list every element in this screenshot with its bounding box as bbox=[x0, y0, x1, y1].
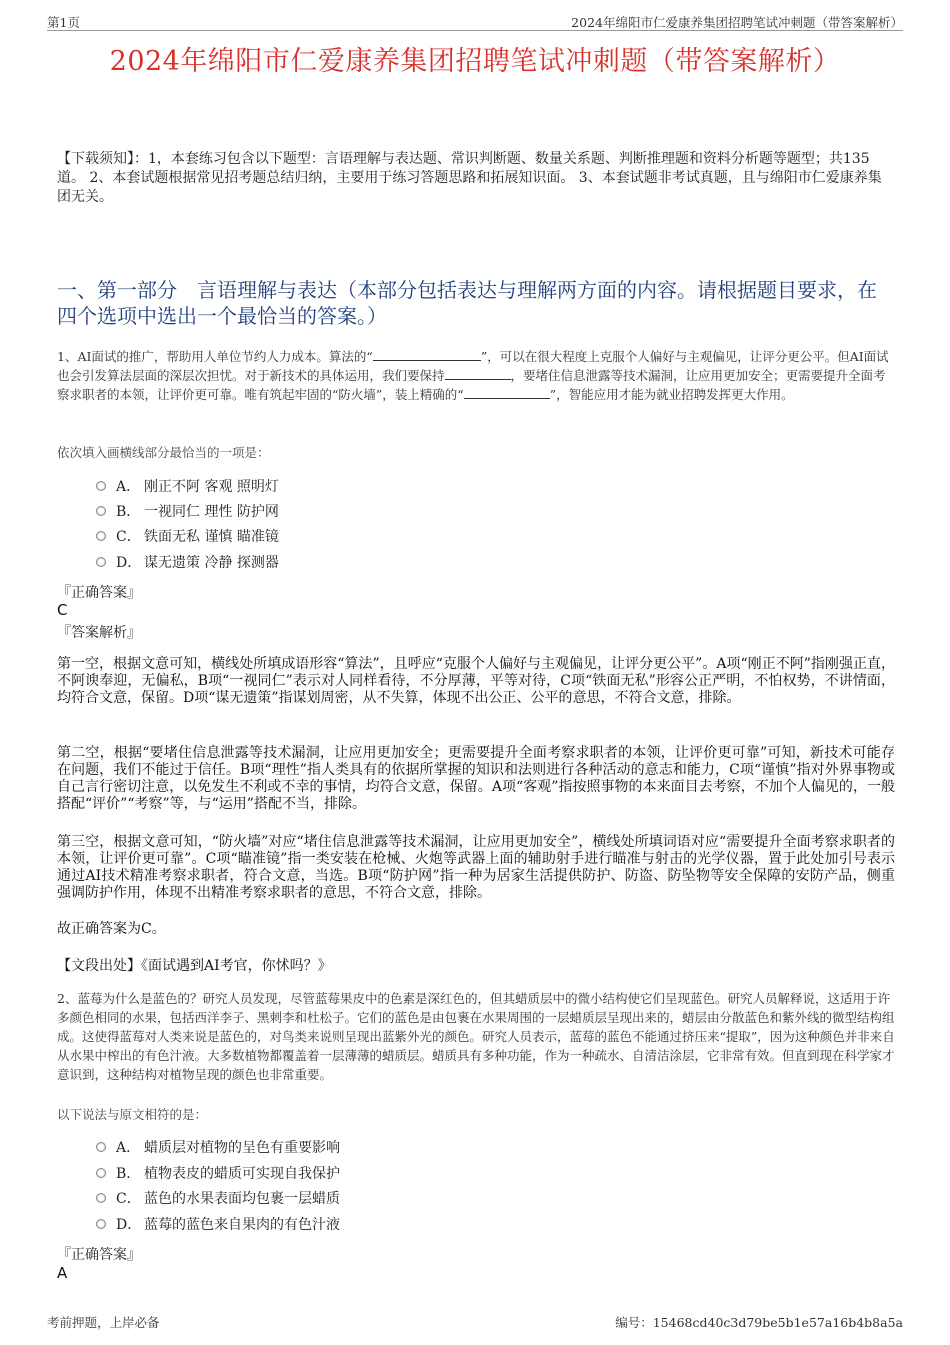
footer-slogan: 考前押题，上岸必备 bbox=[47, 1315, 160, 1330]
analysis-paragraph-3: 第三空，根据文意可知，“防火墙”对应“堵住信息泄露等技术漏洞，让应用更加安全”，横线处所填词语对应“需要提升全面考察求职者的本领，让评价更可靠”。C项“瞄准镜”指一类安装在枪械、火炮等武器上面的辅助射手进行瞄准与射击的光学仪器，置于此处加引号表示通过AI技术精准考察求职者，符合文意，当选。B项“防护网”指一种为居家生活提供防护、防盗、防坠物等安全保障的安防产品，侧重强调防护作用，体现不出精准考察求职者的意思，不符合文意，排除。 bbox=[57, 834, 895, 901]
footer-doc-id: 编号：15468cd40c3d79be5b1e57a16b4b8a5a bbox=[615, 1315, 903, 1330]
question-1-option-d[interactable]: D． 谋无遗策 冷静 探测器 bbox=[96, 553, 279, 573]
fill-blank-2 bbox=[445, 367, 511, 380]
question-2-answer-label: 『正确答案』 bbox=[57, 1247, 141, 1263]
question-2-option-c[interactable]: C． 蓝色的水果表面均包裹一层蜡质 bbox=[96, 1189, 340, 1209]
analysis-conclusion: 故正确答案为C。 bbox=[57, 921, 166, 937]
question-2-answer: A bbox=[57, 1264, 68, 1282]
question-1-answer-label: 『正确答案』 bbox=[57, 585, 141, 601]
question-1-source: 【文段出处】《面试遇到AI考官，你怵吗？》 bbox=[57, 958, 332, 974]
question-2-option-b[interactable]: B． 植物表皮的蜡质可实现自我保护 bbox=[96, 1164, 340, 1184]
radio-icon[interactable] bbox=[96, 481, 106, 491]
radio-icon[interactable] bbox=[96, 1219, 106, 1229]
radio-icon[interactable] bbox=[96, 1193, 106, 1203]
question-1-answer: C bbox=[57, 601, 68, 619]
fill-blank-3 bbox=[464, 386, 550, 399]
question-2-option-d[interactable]: D． 蓝莓的蓝色来自果肉的有色汁液 bbox=[96, 1215, 340, 1235]
question-1-option-b[interactable]: B． 一视同仁 理性 防护网 bbox=[96, 502, 279, 522]
question-2-text: 2、蓝莓为什么是蓝色的？研究人员发现，尽管蓝莓果皮中的色素是深红色的，但其蜡质层中的微小结构使它们呈现蓝色。研究人员解释说，这适用于许多颜色相同的水果，包括西洋李子、黑刺李和杜松子。它们的蓝色是由包裹在水果周围的一层蜡质层呈现出来的，蜡层由分散蓝色和紫外线的微型结构组成。这使得蓝莓对人类来说是蓝色的，对鸟类来说则呈现出蓝紫外光的颜色。研究人员表示，蓝莓的蓝色不能通过挤压来“提取”，因为这种颜色并非来自从水果中榨出的有色汁液。大多数植物都覆盖着一层薄薄的蜡质层。蜡质具有多种功能，作为一种疏水、自清洁涂层，它非常有效。但直到现在科学家才意识到，这种结构对植物呈现的颜色也非常重要。 bbox=[57, 991, 895, 1082]
section-heading: 一、第一部分 言语理解与表达（本部分包括表达与理解两方面的内容。请根据题目要求，在四个选项中选出一个最恰当的答案。） bbox=[57, 278, 877, 328]
fill-blank-1 bbox=[373, 348, 481, 361]
question-1-option-c[interactable]: C． 铁面无私 谨慎 瞄准镜 bbox=[96, 527, 279, 547]
question-2-option-a[interactable]: A． 蜡质层对植物的呈色有重要影响 bbox=[96, 1138, 340, 1158]
question-1-prompt: 依次填入画横线部分最恰当的一项是： bbox=[57, 445, 270, 460]
header-doc-title: 2024年绵阳市仁爱康养集团招聘笔试冲刺题（带答案解析） bbox=[571, 15, 903, 30]
radio-icon[interactable] bbox=[96, 557, 106, 567]
radio-icon[interactable] bbox=[96, 1168, 106, 1178]
page-title: 2024年绵阳市仁爱康养集团招聘笔试冲刺题（带答案解析） bbox=[109, 46, 841, 77]
page-number: 第1页 bbox=[47, 15, 80, 30]
question-1-option-a[interactable]: A． 刚正不阿 客观 照明灯 bbox=[96, 477, 279, 497]
radio-icon[interactable] bbox=[96, 531, 106, 541]
question-1-part-4: ”，智能应用才能为就业招聘发挥更大作用。 bbox=[549, 387, 794, 402]
header-divider bbox=[47, 30, 903, 31]
radio-icon[interactable] bbox=[96, 1142, 106, 1152]
question-1-part-3: ，要堵住信息泄露等技术漏洞，让应用更加安全；更需要提升全面考察求职者的本领，让评价更可靠。唯有筑起牢固的“防火墙”，装上精确的“ bbox=[57, 368, 886, 402]
question-1-part-1: 1、AI面试的推广，帮助用人单位节约人力成本。算法的“ bbox=[57, 349, 373, 364]
question-1-text bbox=[57, 347, 895, 404]
download-notice: 【下载须知】：1，本套练习包含以下题型：言语理解与表达题、常识判断题、数量关系题、判断推理题和资料分析题等题型；共135道。 2、本套试题根据常见招考题总结归纳，主要用于练习答题思路和拓展知识面。 3、本套试题非考试真题，且与绵阳市仁爱康养集团无关。 bbox=[57, 151, 882, 205]
question-1-analysis-label: 『答案解析』 bbox=[57, 625, 141, 641]
radio-icon[interactable] bbox=[96, 506, 106, 516]
question-2-prompt: 以下说法与原文相符的是： bbox=[57, 1107, 208, 1122]
analysis-paragraph-1: 第一空，根据文意可知，横线处所填成语形容“算法”，且呼应“克服个人偏好与主观偏见，让评分更公平”。A项“刚正不阿”指刚强正直，不阿谀奉迎，无偏私，B项“一视同仁”表示对人同样看待，不分厚薄，平等对待，C项“铁面无私”形容公正严明，不怕权势，不讲情面，均符合文意，保留。D项“谋无遗策”指谋划周密，从不失算，体现不出公正、公平的意思，不符合文意，排除。 bbox=[57, 656, 895, 706]
analysis-paragraph-2: 第二空，根据“要堵住信息泄露等技术漏洞，让应用更加安全；更需要提升全面考察求职者的本领，让评价更可靠”可知，新技术可能存在问题，我们不能过于信任。B项“理性”指人类具有的依据所掌握的知识和法则进行各种活动的意志和能力，C项“谨慎”指对外界事物或自己言行密切注意，以免发生不利或不幸的事情，均符合文意，保留。A项“客观”指按照事物的本来面目去考察，不加个人偏见的，一般搭配“评价”“考察”等，与“运用”搭配不当，排除。 bbox=[57, 745, 895, 812]
question-1-part-2: ”，可以在很大程度上克服个人偏好与主观偏见，让评分更公平。但AI面试也会引发算法层面的深层次担忧。对于新技术的具体运用，我们要保持 bbox=[57, 349, 889, 383]
